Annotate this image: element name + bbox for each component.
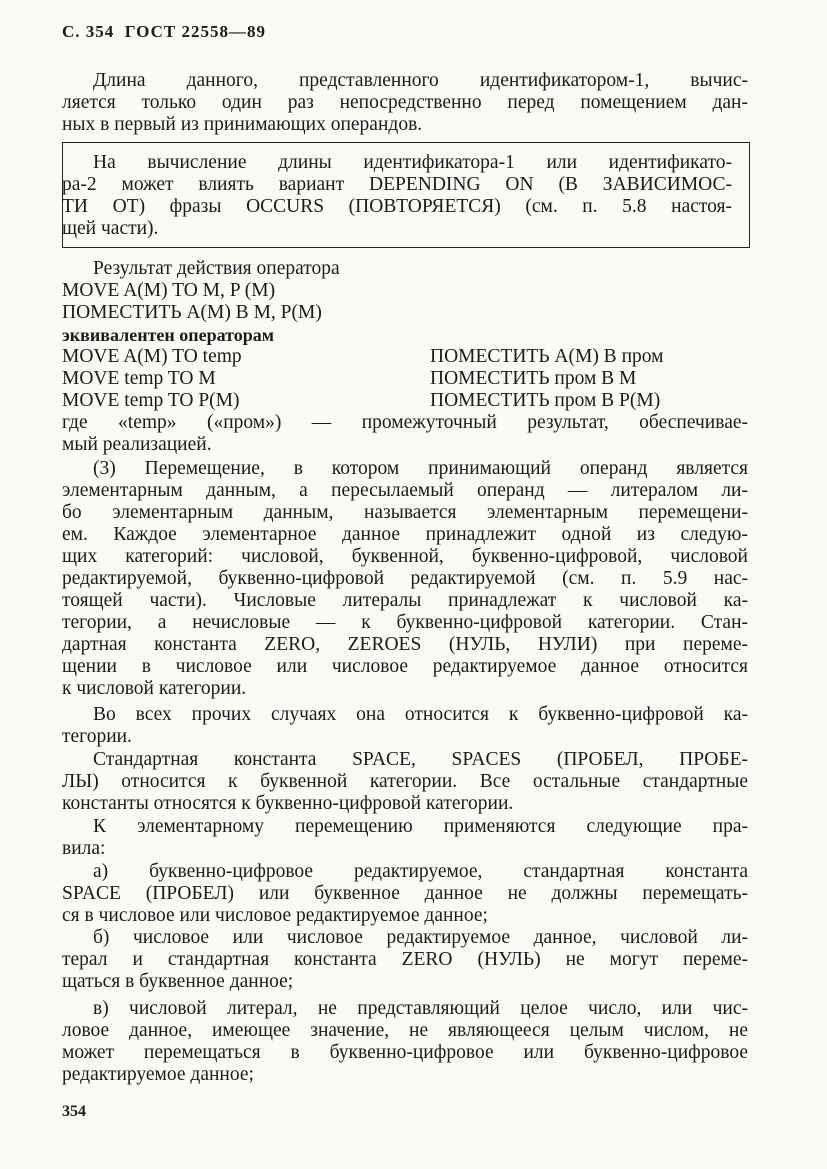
text-line: щении в числовое или числовое редактируемое данное относится [62,656,748,677]
text-line: ТИ ОТ) фразы OCCURS (ПОВТОРЯЕТСЯ) (см. п. 5.8 настоя- [62,196,732,217]
text-line: ловое данное, имеющее значение, не являющееся целым числом, не [62,1020,748,1041]
text-line: может перемещаться в буквенно-цифровое или буквенно-цифровое [62,1042,748,1063]
text-line: мый реализацией. [62,434,212,455]
paragraph-3 [62,458,748,700]
text-line: ляется только один раз непосредственно перед помещением дан- [62,92,748,113]
text-line: тегории, а нечисловые — к буквенно-цифровой категории. Стан- [62,612,748,633]
text-line: константы относятся к буквенно-цифровой категории. [62,793,514,814]
text-line: элементарным данным, а пересылаемый операнд — литералом ли- [62,480,748,501]
text-line: SPACE (ПРОБЕЛ) или буквенное данное не должны перемещать- [62,883,748,904]
operator-right: ПОМЕСТИТЬ пром B P(M) [430,390,661,411]
paragraph-6 [62,816,748,860]
text-line: а) буквенно-цифровое редактируемое, стандартная константа [93,861,748,882]
operator-pair [62,346,748,368]
text-line: б) числовое или числовое редактируемое данное, числовой ли- [93,927,748,948]
operator-right: ПОМЕСТИТЬ A(M) B пром [430,346,664,367]
text-line: (3) Перемещение, в котором принимающий операнд является [93,458,748,479]
text-line: щей части). [62,218,159,239]
note-paragraph [62,152,732,240]
text-line: к числовой категории. [62,678,247,699]
operator-line-en: MOVE A(M) TO M, P (M) [62,280,276,301]
text-line: Длина данного, представленного идентификатором-1, вычис- [93,70,748,91]
operator-left: MOVE temp TO M [62,368,216,389]
text-line: ЛЫ) относится к буквенной категории. Все остальные стандартные [62,771,748,792]
operator-line-ru: ПОМЕСТИТЬ A(M) B M, P(M) [62,302,322,323]
paragraph-4 [62,704,748,748]
rule-c [62,998,748,1086]
text-line: ных в первый из принимающих операндов. [62,114,423,135]
text-line: редактируемое данное; [62,1064,254,1085]
page-header: С. 354 ГОСТ 22558—89 [62,22,266,41]
text-line: дартная константа ZERO, ZEROES (НУЛЬ, НУЛИ) при переме- [62,634,748,655]
text-line: К элементарному перемещению применяются следующие пра- [93,816,748,837]
operator-left: MOVE temp TO P(M) [62,390,240,411]
rule-b [62,927,748,993]
text-line: щаться в буквенное данное; [62,971,294,992]
text-line: где «temp» («пром») — промежуточный результат, обеспечивае- [62,412,748,433]
paragraph-5 [62,749,748,815]
text-line: ра-2 может влиять вариант DEPENDING ON (В ЗАВИСИМОС- [62,174,732,195]
text-line: тоящей части). Числовые литералы принадлежат к числовой ка- [62,590,748,611]
text-line: щих категорий: числовой, буквенной, буквенно-цифровой, числовой [62,546,748,567]
equivalent-label: эквивалентен операторам [62,325,275,345]
text-line: Стандартная константа SPACE, SPACES (ПРОБЕЛ, ПРОБЕ- [93,749,748,770]
operator-example [62,258,748,456]
text-line: вила: [62,838,106,859]
text-line: ем. Каждое элементарное данное принадлежит одной из следую- [62,524,748,545]
text-line: Во всех прочих случаях она относится к буквенно-цифровой ка- [93,704,748,725]
operator-pair [62,390,748,412]
text-line: в) числовой литерал, не представляющий целое число, или чис- [93,998,748,1019]
text-line: редактируемой, буквенно-цифровой редактируемой (см. п. 5.9 нас- [62,568,748,589]
result-intro: Результат действия оператора [93,258,340,279]
rule-a [62,861,748,927]
operator-pair [62,368,748,390]
intro-paragraph [62,70,748,136]
text-line: тегории. [62,726,132,747]
page-number: 354 [62,1103,86,1120]
text-line: терал и стандартная константа ZERO (НУЛЬ) не могут переме- [62,949,748,970]
operator-right: ПОМЕСТИТЬ пром B M [430,368,637,389]
text-line: ся в числовое или числовое редактируемое данное; [62,905,488,926]
operator-left: MOVE A(M) TO temp [62,346,242,367]
text-line: На вычисление длины идентификатора-1 или идентификато- [93,152,732,173]
text-line: бо элементарным данным, называется элементарным перемещени- [62,502,748,523]
